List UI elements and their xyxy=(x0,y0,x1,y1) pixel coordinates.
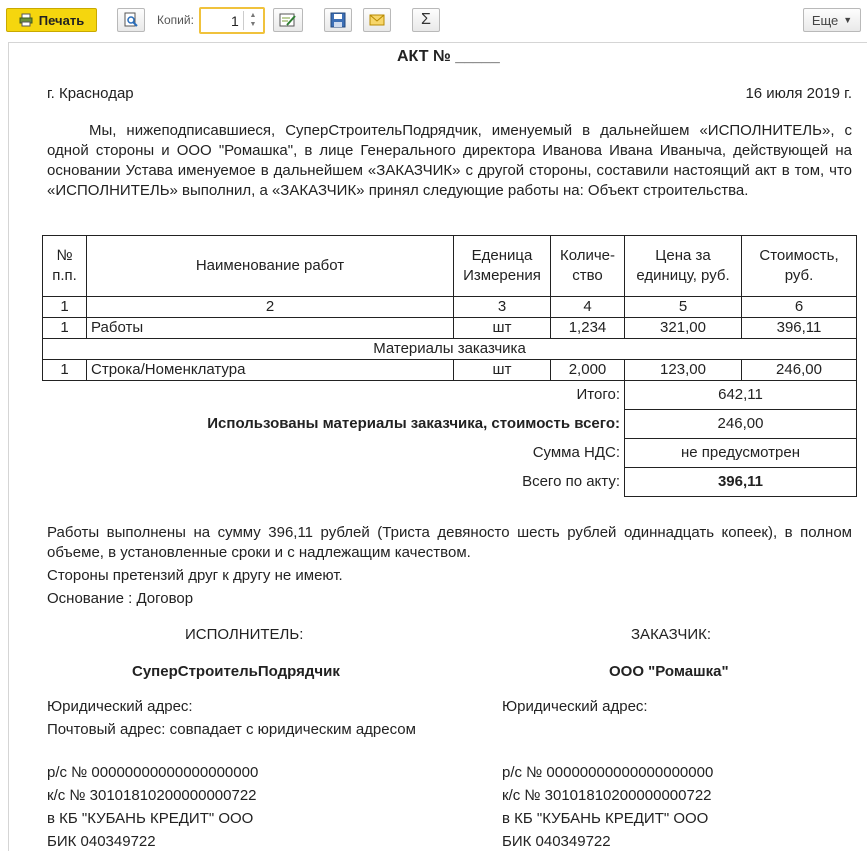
act-date: 16 июля 2019 г. xyxy=(745,85,852,102)
column-number: 6 xyxy=(742,297,857,318)
column-number: 2 xyxy=(87,297,454,318)
customer-bik: БИК 040349722 xyxy=(502,833,611,850)
customer-materials-row xyxy=(43,410,857,439)
printer-icon xyxy=(19,13,33,27)
summary-paragraph: Работы выполнены на сумму 396,11 рублей (Триста девяносто шесть рублей одиннадцать копеек), в полном объеме, в установленные сроки и с надлежащим качеством. xyxy=(47,524,852,561)
edit-toggle-button[interactable] xyxy=(273,8,303,32)
print-button[interactable] xyxy=(6,8,97,32)
send-email-button[interactable] xyxy=(363,8,391,32)
spin-down-icon[interactable]: ▼ xyxy=(249,21,257,28)
vat-row xyxy=(43,439,857,468)
column-number: 5 xyxy=(625,297,742,318)
copies-field[interactable] xyxy=(199,7,265,34)
customer-bank: в КБ "КУБАНЬ КРЕДИТ" ООО xyxy=(502,810,709,827)
customer-name: ООО "Ромашка" xyxy=(609,663,729,680)
sum-button[interactable] xyxy=(412,8,440,32)
chevron-down-icon: ▼ xyxy=(843,15,853,25)
work-name: Работы xyxy=(87,318,454,339)
total-label: Итого: xyxy=(576,386,620,404)
customer-heading: ЗАКАЗЧИК: xyxy=(631,626,712,643)
executor-name: СуперСтроительПодрядчик xyxy=(132,663,340,680)
intro-paragraph: Мы, нижеподписавшиеся, СуперСтроительПодрядчик, именуемый в дальнейшем «ИСПОЛНИТЕЛЬ», с одной стороны и ООО "Ромашка", в лице Генерального директора Иванова Ивана Иваныча, действующей на основании Устава именуемое в дальнейшем «ЗАКАЗЧИК» с другой стороны, составили настоящий акт в том, что «ИСПОЛНИТЕЛЬ» выполнил, а «ЗАКАЗЧИК» принял следующие работы на: Объект строительства. xyxy=(47,122,852,199)
save-icon xyxy=(330,12,346,28)
executor-postal-address: Почтовый адрес: совпадает с юридическим адресом xyxy=(47,721,416,738)
act-title: АКТ № _____ xyxy=(397,48,500,65)
copies-spinner[interactable] xyxy=(243,11,262,30)
section-label: Материалы заказчика xyxy=(43,339,857,360)
save-button[interactable] xyxy=(324,8,352,32)
header-cell: Цена за единицу, руб. xyxy=(625,236,742,297)
executor-account: р/с № 00000000000000000000 xyxy=(47,764,259,781)
document-area[interactable] xyxy=(8,42,867,851)
column-number: 3 xyxy=(454,297,551,318)
print-label: Печать xyxy=(38,12,85,28)
quantity: 2,000 xyxy=(551,360,625,381)
preview-button[interactable] xyxy=(117,8,145,32)
header-cell: Количе-ство xyxy=(551,236,625,297)
vat-label: Сумма НДС: xyxy=(532,444,620,461)
unit: шт xyxy=(454,318,551,339)
total-value: 642,11 xyxy=(625,381,857,410)
column-number-row xyxy=(43,297,857,318)
copies-value: 1 xyxy=(231,13,239,29)
customer-materials-value: 246,00 xyxy=(625,410,857,439)
header-cell: Еденица Измерения xyxy=(454,236,551,297)
row-number: 1 xyxy=(43,318,87,339)
header-cell: № п.п. xyxy=(43,236,87,297)
material-name: Строка/Номенклатура xyxy=(87,360,454,381)
grand-total-label: Всего по акту: xyxy=(522,473,620,490)
customer-corr-account: к/с № 30101810200000000722 xyxy=(502,787,712,804)
header-cell: Наименование работ xyxy=(87,236,454,297)
grand-total-value: 396,11 xyxy=(625,468,857,497)
price: 123,00 xyxy=(625,360,742,381)
cost: 396,11 xyxy=(742,318,857,339)
more-label: Еще xyxy=(811,12,839,28)
basis-text: Основание : Договор xyxy=(47,590,194,607)
executor-legal-address: Юридический адрес: xyxy=(47,698,193,715)
column-number: 4 xyxy=(551,297,625,318)
page-preview-icon xyxy=(123,12,139,28)
executor-heading: ИСПОЛНИТЕЛЬ: xyxy=(185,626,304,643)
table-row xyxy=(43,318,857,339)
customer-legal-address: Юридический адрес: xyxy=(502,698,648,715)
quantity: 1,234 xyxy=(551,318,625,339)
spin-up-icon[interactable]: ▲ xyxy=(249,12,257,19)
no-claims-text: Стороны претензий друг к другу не имеют. xyxy=(47,567,343,584)
vat-value: не предусмотрен xyxy=(625,439,857,468)
envelope-icon xyxy=(369,13,385,27)
header-cell: Стоимость, руб. xyxy=(742,236,857,297)
table-row xyxy=(43,360,857,381)
toolbar xyxy=(0,0,867,42)
table-header-row xyxy=(43,236,857,297)
customer-account: р/с № 00000000000000000000 xyxy=(502,764,714,781)
executor-bank: в КБ "КУБАНЬ КРЕДИТ" ООО xyxy=(47,810,254,827)
unit: шт xyxy=(454,360,551,381)
customer-materials-label: Использованы материалы заказчика, стоимость всего: xyxy=(207,415,620,432)
copies-label: Копий: xyxy=(157,13,194,27)
cost: 246,00 xyxy=(742,360,857,381)
grand-total-row xyxy=(43,468,857,497)
works-table xyxy=(42,235,857,497)
more-button[interactable] xyxy=(803,8,861,32)
section-row xyxy=(43,339,857,360)
executor-corr-account: к/с № 30101810200000000722 xyxy=(47,787,257,804)
price: 321,00 xyxy=(625,318,742,339)
row-number: 1 xyxy=(43,360,87,381)
edit-document-icon xyxy=(279,12,297,28)
total-row xyxy=(43,381,857,410)
executor-bik: БИК 040349722 xyxy=(47,833,156,850)
column-number: 1 xyxy=(43,297,87,318)
sigma-icon: Σ xyxy=(421,11,431,28)
city: г. Краснодар xyxy=(47,85,134,102)
